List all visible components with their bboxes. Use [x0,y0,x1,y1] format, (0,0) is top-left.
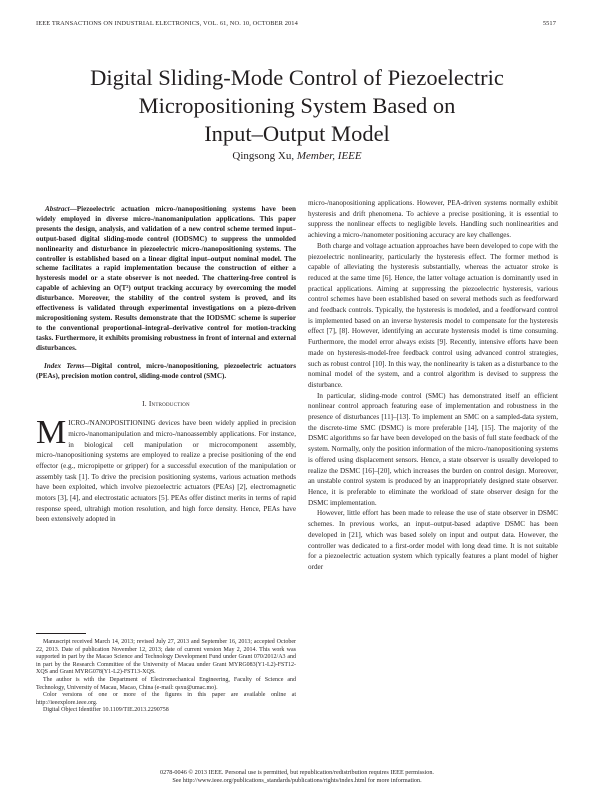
rights-link[interactable]: See http://www.ieee.org/publications_standards/publications/rights/index.html for more information. [172,777,422,784]
footnote-color: Color versions of one or more of the figures in this paper are available online at http://ieeexplore.ieee.org. [36,692,296,706]
title-line-1: Digital Sliding-Mode Control of Piezoelectric [90,65,504,90]
copyright-line: 0278-0046 © 2013 IEEE. Personal use is permitted, but republication/redistribution requires IEEE permission. [160,769,434,776]
right-paragraph-1: micro-/nanopositioning applications. However, PEA-driven systems normally exhibit hysteresis and drift phenomena. To achieve a precise positioning, it is essential to suppress the nonlinear effects to negligible levels. Handling such nonlinearities and achieving a micro-/nanometer positioning accuracy are key challenges. [308,199,558,240]
intro-paragraph [36,414,296,525]
author-role: Member, IEEE [296,150,362,162]
right-column [308,198,558,573]
title-line-2: Micropositioning System Based on [138,93,456,118]
abstract-text: —Piezoelectric actuation micro-/nanopositioning systems have been widely employed in diverse micro-/nanomanipulation applications. This paper presents the design, analysis, and validation of a new control scheme termed input–output-based digital sliding-mode control (IODSMC) to suppress the unmolded nonlinearity and disturbance in piezoelectric micro-/nanopositioning systems. The controller is established based on a linear digital input–output nominal model. The scheme facilitates a rapid implementation because the construction of either a hysteresis model or a state observer is not needed. The chattering-free control is capable of achieving an O(T²) output tracking accuracy by overcoming the model disturbance. Moreover, the stability of the control system is proved, and its effectiveness is validated through experimental investigations on a piezo-driven micropositioning system. Results demonstrate that the IODSMC scheme is superior to the conventional proportional–integral–derivative control for motion-tracking tasks. Furthermore, it exhibits promising robustness in front of internal and external disturbances. [36,205,296,352]
footnote-rule [36,633,86,634]
paper-title [40,64,554,148]
intro-lead: ICRO-/NANOPOSITIONING [68,419,156,428]
footnote-author: The author is with the Department of Electromechanical Engineering, Faculty of Science and Technology, University of Macau, Macao, China (e-mail: qsxu@umac.mo). [36,676,296,691]
right-paragraph-3: In particular, sliding-mode control (SMC) has demonstrated itself an efficient nonlinear control approach featuring ease of implementation and robustness in the presence of disturbances [11]–[13]. To implement an SMC on a sampled-data system, the discrete-time SMC (DSMC) is more preferable [14], [15]. The majority of the DSMC algorithms so far have been developed on the basis of full state feedback of the system. Normally, only the position information of the micro-/nanopositioning systems is offered using displacement sensors. Hence, a state observer is usually developed to realize the DSMC [16]–[20], which increases the burden on control design. Moreover, an unstable control system is produced by an inappropriately designed state observer. Hence, it is preferable to eliminate the workload of state observer design for the DSMC implementation. [308,391,558,507]
copyright-footer [0,769,594,785]
journal-header: IEEE TRANSACTIONS ON INDUSTRIAL ELECTRONICS, VOL. 61, NO. 10, OCTOBER 2014 [36,20,298,27]
page-number: 5517 [542,20,556,27]
index-terms [36,362,296,382]
abstract [36,205,296,354]
title-line-3: Input–Output Model [204,121,390,146]
index-terms-label: Index Terms [44,361,85,370]
footnote-doi: Digital Object Identifier 10.1109/TIE.2013.2290758 [43,707,169,714]
left-column [36,205,296,525]
author-name: Qingsong Xu, [232,150,295,162]
footnotes [36,639,296,715]
drop-cap: M [36,414,67,452]
index-terms-text: —Digital control, micro-/nanopositioning, piezoelectric actuators (PEAs), precision motion control, sliding-mode control (SMC). [36,361,296,380]
right-paragraph-2: Both charge and voltage actuation approaches have been developed to cope with the piezoelectric nonlinearity, particularly the hysteresis effect. The former method is capable of alleviating the hysteresis substantially, whereas the actuator stroke is reduced at the same time [6]. Hence, the latter voltage actuation is dominantly used in practical applications. Aiming at suppressing the piezoelectric hysteresis, various control schemes have been established based on several methods such as feedforward and feedback controls. Typically, the hysteresis is modeled, and a feedforward control is implemented based on an inverse hysteresis model to compensate for the hysteresis effect [7], [8]. However, identifying an accurate hysteresis model is time consuming. Furthermore, the model error always exists [9]. Recently, intensive efforts have been made on hysteresis-model-free feedback control using advanced control strategies, such as robust control [10]. In this way, the nonlinearity is taken as a disturbance to the nominal model of the system, and a control algorithm is devised to suppress the disturbance. [308,241,558,389]
section-heading: I. Introduction [142,399,190,409]
author-line [0,150,594,162]
right-paragraph-4: However, little effort has been made to release the use of state observer in DSMC schemes. In previous works, an input–output-based adaptive DSMC has been developed in [21], which was based solely on input and output data. However, the controller was dedicated to a first-order model with long dead time. It is not suitable for a piezoelectric actuation system which typically features a plant model of higher order [308,509,558,571]
footnote-manuscript: Manuscript received March 14, 2013; revised July 27, 2013 and September 16, 2013; accepted October 22, 2013. Date of publication November 12, 2013; date of current version May 2, 2014. This work was supported in part by the Macao Science and Technology Development Fund under Grant 070/2012/A3 and in part by the Research Committee of the University of Macau under Grant MYRG083(Y1-L2)-FST12-XQS and Grant MYRG078(Y1-L2)-FST13-XQS. [36,639,296,676]
intro-text: devices have been widely applied in precision micro-/nanomanipulation and micro-/nanoassembly applications. For instance, in biological cell manipulation or microcomponent assembly, micro-/nanopositioning systems are employed to realize a precise positioning of the end effector (e.g., micropipette or gripper) for a successful execution of the manipulation or assembly task [1]. To drive the precision positioning systems, various actuation methods have been exploited, which involve piezoelectric actuators (PEAs) [2], electromagnetic motors [3], [4], and electrostatic actuators [5]. PEAs offer distinct merits in terms of rapid response speed, ultrahigh motion resolution, and high force density. Hence, PEAs have been extensively adopted in [36,419,296,524]
abstract-label: Abstract [45,205,70,213]
